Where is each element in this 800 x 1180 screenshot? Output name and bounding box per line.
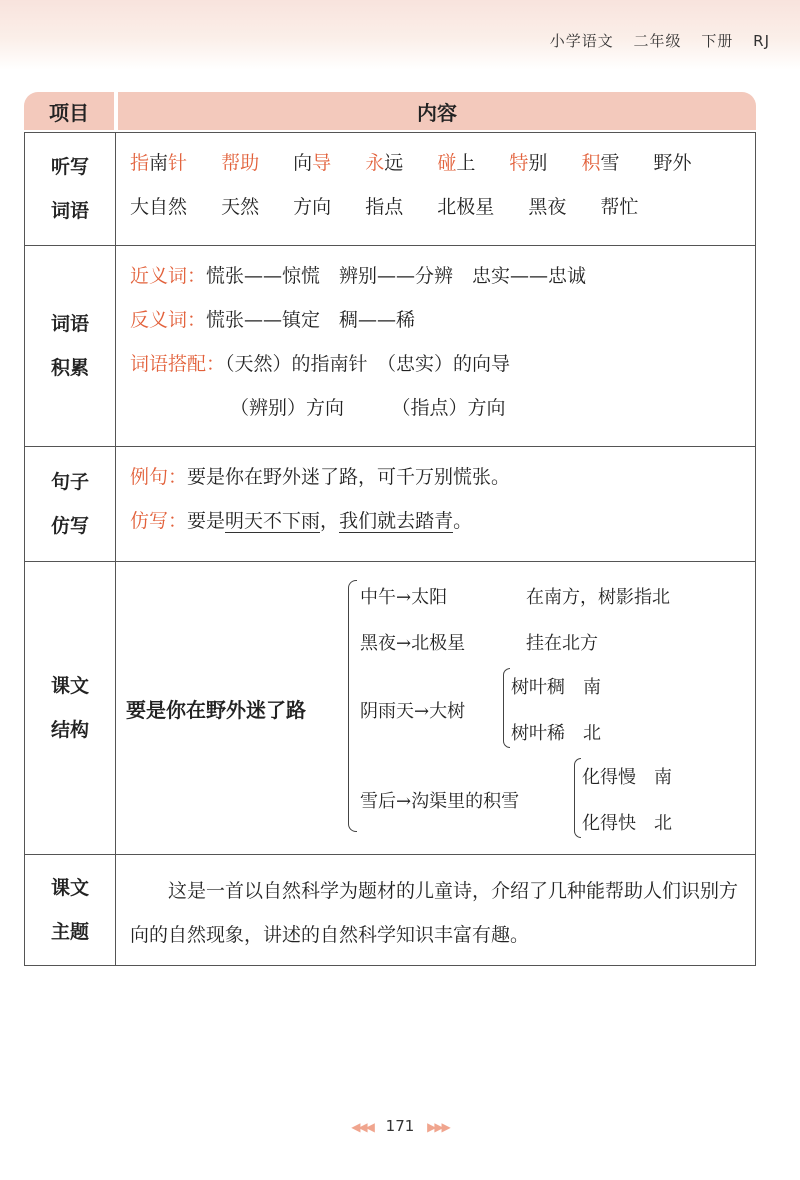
header-grade: 二年级 bbox=[633, 32, 682, 50]
imitation-text: 要是 bbox=[187, 510, 226, 532]
word: 指 bbox=[130, 152, 150, 174]
table-header bbox=[24, 92, 756, 130]
dictation-line-1 bbox=[130, 141, 741, 185]
page-footer bbox=[0, 1117, 800, 1135]
word: 碰 bbox=[437, 152, 457, 174]
example-line bbox=[130, 455, 741, 499]
word: 天然 bbox=[221, 196, 260, 218]
row-label bbox=[25, 855, 116, 965]
label-line: 仿写 bbox=[50, 515, 89, 537]
branch-4: 雪后→沟渠里的积雪 bbox=[360, 791, 520, 812]
label-line: 词语 bbox=[50, 313, 89, 335]
word: 方向 bbox=[293, 196, 332, 218]
branch-1-detail: 在南方，树影指北 bbox=[526, 587, 670, 608]
branch-2-detail: 挂在北方 bbox=[526, 633, 598, 654]
word: 黑夜 bbox=[528, 196, 567, 218]
word: 永 bbox=[365, 152, 385, 174]
collocation-text: （天然）的指南针 （忠实）的向导 bbox=[225, 353, 511, 375]
row-label bbox=[25, 562, 116, 854]
synonyms-label: 近义词： bbox=[130, 265, 207, 287]
dictation-content bbox=[116, 133, 755, 245]
theme-text: 这是一首以自然科学为题材的儿童诗，介绍了几种能帮助人们识别方向的自然现象，讲述的自然科学知识丰富有趣。 bbox=[130, 880, 739, 946]
antonyms-line bbox=[130, 298, 741, 342]
word: 帮忙 bbox=[600, 196, 639, 218]
label-line: 主题 bbox=[50, 921, 89, 943]
row-theme bbox=[25, 854, 755, 965]
row-sentence bbox=[25, 446, 755, 561]
sub-brace bbox=[574, 758, 581, 838]
row-label bbox=[25, 447, 116, 561]
sub-brace bbox=[503, 668, 510, 748]
word: 导 bbox=[312, 152, 332, 174]
word: 特 bbox=[509, 152, 529, 174]
imitation-underlined: 明天不下雨 bbox=[225, 510, 321, 532]
page-header bbox=[536, 30, 770, 51]
example-text: 要是你在野外迷了路，可千万别慌张。 bbox=[187, 466, 511, 488]
word: 向 bbox=[293, 152, 313, 174]
word: 积 bbox=[581, 152, 601, 174]
label-line: 听写 bbox=[50, 156, 89, 178]
sentence-content bbox=[116, 447, 755, 561]
synonyms-line bbox=[130, 254, 741, 298]
example-label: 例句： bbox=[130, 466, 188, 488]
word: 北极星 bbox=[437, 196, 495, 218]
header-subject: 小学语文 bbox=[549, 32, 614, 50]
row-label bbox=[25, 133, 116, 245]
collocation-text: （辨别）方向 （指点）方向 bbox=[230, 397, 506, 419]
dictation-line-2 bbox=[130, 185, 741, 229]
branch-3-sub: 树叶稠 南 bbox=[511, 677, 601, 698]
header-item: 项目 bbox=[24, 92, 114, 130]
word: 别 bbox=[528, 152, 548, 174]
row-label bbox=[25, 246, 116, 446]
branch-3-sub: 树叶稀 北 bbox=[511, 723, 601, 744]
word: 上 bbox=[456, 152, 476, 174]
branch-1: 中午→太阳 bbox=[360, 587, 448, 608]
collocation-line bbox=[130, 342, 741, 386]
header-edition: RJ bbox=[753, 32, 770, 50]
vocab-content bbox=[116, 246, 755, 446]
antonyms-label: 反义词： bbox=[130, 309, 207, 331]
row-dictation bbox=[25, 132, 755, 245]
branch-4-sub: 化得慢 南 bbox=[582, 767, 672, 788]
left-arrows-icon: ◀◀◀ bbox=[351, 1120, 373, 1134]
branch-4-sub: 化得快 北 bbox=[582, 813, 672, 834]
antonyms-text: 慌张——镇定 稠——稀 bbox=[206, 309, 416, 331]
header-volume: 下册 bbox=[701, 32, 734, 50]
imitation-line bbox=[130, 499, 741, 543]
label-line: 句子 bbox=[50, 471, 89, 493]
branch-2: 黑夜→北极星 bbox=[360, 633, 466, 654]
structure-main: 要是你在野外迷了路 bbox=[126, 698, 306, 722]
collocation-line-2 bbox=[130, 386, 741, 430]
label-line: 积累 bbox=[50, 357, 89, 379]
summary-table bbox=[24, 92, 756, 966]
word: 雪 bbox=[600, 152, 620, 174]
label-line: 课文 bbox=[50, 877, 89, 899]
synonyms-text: 慌张——惊慌 辨别——分辨 忠实——忠诚 bbox=[206, 265, 587, 287]
right-arrows-icon: ▶▶▶ bbox=[427, 1120, 449, 1134]
page-number: 171 bbox=[385, 1117, 415, 1135]
word: 针 bbox=[168, 152, 188, 174]
row-structure bbox=[25, 561, 755, 854]
label-line: 课文 bbox=[50, 675, 89, 697]
word: 野外 bbox=[653, 152, 692, 174]
label-line: 结构 bbox=[50, 719, 89, 741]
word: 指点 bbox=[365, 196, 404, 218]
collocation-label: 词语搭配： bbox=[130, 353, 226, 375]
word: 南 bbox=[149, 152, 169, 174]
imitation-text: ， bbox=[320, 510, 340, 532]
header-content: 内容 bbox=[118, 92, 756, 130]
imitation-label: 仿写： bbox=[130, 510, 188, 532]
main-brace bbox=[348, 580, 357, 832]
imitation-text: 。 bbox=[453, 510, 473, 532]
row-vocabulary bbox=[25, 245, 755, 446]
word: 帮助 bbox=[221, 152, 260, 174]
imitation-underlined: 我们就去踏青 bbox=[339, 510, 454, 532]
word: 大自然 bbox=[130, 196, 188, 218]
branch-3: 阴雨天→大树 bbox=[360, 701, 466, 722]
structure-content bbox=[116, 562, 755, 862]
label-line: 词语 bbox=[50, 200, 89, 222]
word: 远 bbox=[384, 152, 404, 174]
